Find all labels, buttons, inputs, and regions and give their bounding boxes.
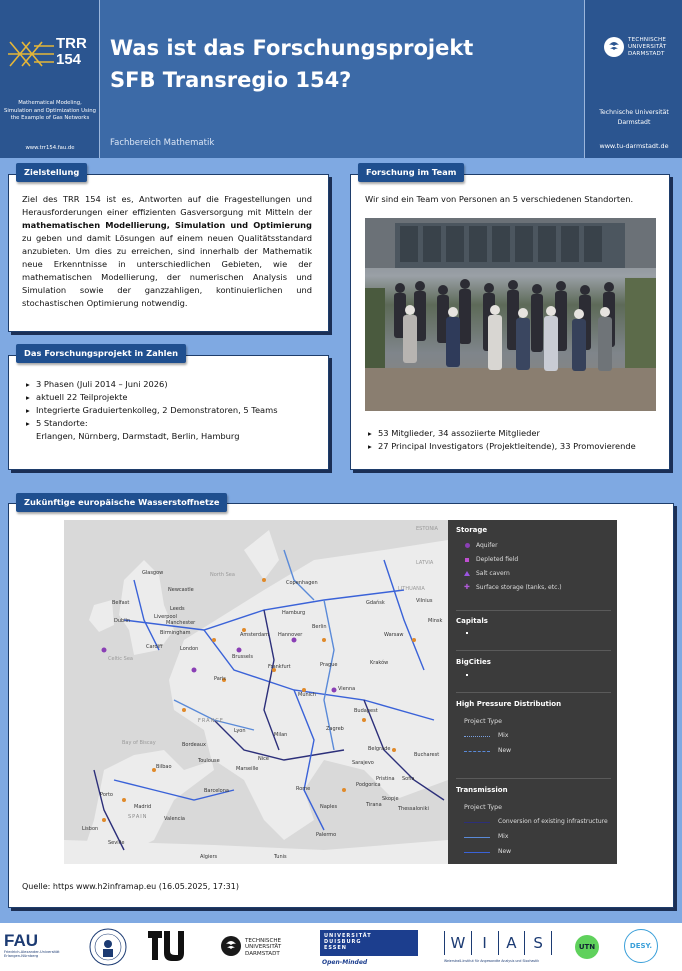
map-legend xyxy=(448,520,617,864)
zielstellung-text: Ziel des TRR 154 ist es, Antworten auf die Fragestellungen und Herausforderungen einer effizienten Gasversorgung mit Mitteln der mathematischen Modellierung, Simulation und Optimierung zu geben und damit Lösungen auf einem neuen Qualitätsstandard anzubieten. Um dies zu erreichen, sind innerhalb der Mathematik neue Erkenntnisse in unterschiedlichen Gebieten, wie der mathematischen Modellierung, der numerischen Analysis und Simulation sowie der ganzzahligen, kontinuierlichen und stochastischen Optimierung notwendig. xyxy=(22,194,312,308)
map-label-france: FRANCE xyxy=(198,718,224,724)
map-label-berlin: Berlin xyxy=(312,624,327,630)
capital-dot-icon xyxy=(466,632,468,634)
fau-logo xyxy=(4,932,64,964)
project-description: Mathematical Modeling, Simulation and Optimization Using the Example of Gas Networks xyxy=(4,100,96,121)
map-label-minsk: Minsk xyxy=(428,618,443,624)
legend-aquifer: Aquifer xyxy=(476,542,498,549)
map-label-palermo: Palermo xyxy=(316,832,337,838)
desy-logo-text: DESY. xyxy=(629,942,653,950)
tu-darmstadt-footer-logo xyxy=(220,935,290,961)
list-item: ▸ aktuell 22 Teilprojekte xyxy=(26,391,321,404)
legend-transmission-mix: Mix xyxy=(498,833,509,840)
aquifer-icon xyxy=(465,543,470,548)
depleted-field-icon xyxy=(465,558,469,562)
legend-transmission-conversion: Conversion of existing infrastructure xyxy=(498,818,608,825)
team-photo xyxy=(365,218,656,411)
map-label-hannover: Hannover xyxy=(278,632,303,638)
team-heading: Forschung im Team xyxy=(358,163,464,182)
utn-logo-text: UTN xyxy=(578,943,596,951)
wias-letter: W xyxy=(445,931,472,955)
team-intro: Wir sind ein Team von Personen an 5 verschiedenen Standorten. xyxy=(365,194,634,204)
map-label-lisbon: Lisbon xyxy=(82,826,99,832)
legend-storage-title: Storage xyxy=(456,526,488,534)
transmission-mix-line-icon xyxy=(464,837,490,838)
wias-letter: S xyxy=(525,931,552,955)
surface-storage-icon: ✚ xyxy=(464,583,470,591)
map-label-toulouse: Toulouse xyxy=(198,758,220,764)
map-label-belfast: Belfast xyxy=(112,600,130,606)
header xyxy=(0,0,682,158)
map-label-seville: Seville xyxy=(108,840,125,846)
list-item: ▸ 27 Principal Investigators (Projektleitende), 33 Promovierende xyxy=(368,440,664,453)
zielstellung-heading: Zielstellung xyxy=(16,163,87,182)
map-label-budapest: Budapest xyxy=(354,708,378,714)
hu-berlin-seal-icon xyxy=(88,927,128,967)
legend-divider xyxy=(456,692,611,693)
tu-darmstadt-logo-icon xyxy=(603,36,625,58)
zahlen-list xyxy=(26,378,321,443)
utn-logo xyxy=(575,935,599,959)
map-label-vilnius: Vilnius xyxy=(416,598,433,604)
map-label-latvia: LATVIA xyxy=(416,560,434,566)
map-source[interactable]: Quelle: https www.h2inframap.eu (16.05.2025, 17:31) xyxy=(22,882,239,891)
map-label-bucharest: Bucharest xyxy=(414,752,440,758)
map-label-frankfurt: Frankfurt xyxy=(268,664,291,670)
map-label-podgorica: Podgorica xyxy=(356,782,381,788)
tu-darmstadt-name: Technische Universität Darmstadt xyxy=(599,109,669,126)
map-label-nice: Nice xyxy=(258,756,269,762)
tu-darmstadt-footer-icon xyxy=(220,935,242,957)
map-label-pristina: Pristina xyxy=(376,776,395,782)
team-list xyxy=(368,427,664,453)
legend-transmission-project-type: Project Type xyxy=(464,804,503,811)
map-label-munich: Munich xyxy=(298,692,316,698)
legend-capitals-title: Capitals xyxy=(456,617,488,625)
map-label-liverpool: Liverpool xyxy=(154,614,177,620)
legend-surface-storage: Surface storage (tanks, etc.) xyxy=(476,584,562,591)
map-label-lithuania: LITHUANIA xyxy=(398,586,425,592)
legend-hpd-new: New xyxy=(498,747,512,754)
salt-cavern-icon xyxy=(464,571,470,576)
map-label-barcelona: Barcelona xyxy=(204,788,229,794)
map-label-brussels: Brussels xyxy=(232,654,253,660)
tu-darmstadt-url[interactable]: www.tu-darmstadt.de xyxy=(599,142,669,150)
ude-logo-box: UNIVERSITÄT DUISBURG ESSEN xyxy=(320,930,418,956)
map-label-tunis: Tunis xyxy=(274,854,287,860)
trr154-url[interactable]: www.trr154.fau.de xyxy=(25,145,75,151)
map-label-spain: SPAIN xyxy=(128,814,148,820)
map-label-algiers: Algiers xyxy=(200,854,218,860)
wias-letters xyxy=(444,931,552,955)
ude-tagline: Open-Minded xyxy=(322,959,368,966)
conversion-line-icon xyxy=(464,822,490,823)
bigcity-dot-icon xyxy=(466,674,468,676)
map-label-rome: Rome xyxy=(296,786,311,792)
map-label-naples: Naples xyxy=(320,804,338,810)
map-label-paris: Paris xyxy=(214,676,226,682)
map-label-warsaw: Warsaw xyxy=(384,632,404,638)
map-label-porto: Porto xyxy=(100,792,113,798)
transmission-new-line-icon xyxy=(464,852,490,853)
map-label-lyon: Lyon xyxy=(234,728,246,734)
legend-depleted-field: Depleted field xyxy=(476,556,519,563)
map-label-belgrade: Belgrade xyxy=(368,746,391,752)
map-label-manchester: Manchester xyxy=(166,620,196,626)
list-item: ▸ 3 Phasen (Juli 2014 – Juni 2026) xyxy=(26,378,321,391)
map-label-vienna: Vienna xyxy=(338,686,356,692)
map-label-thessaloniki: Thessaloniki xyxy=(398,806,429,812)
wias-subtext: Weierstraß-Institut für Angewandte Analysis und Stochastik xyxy=(444,959,540,963)
map-label-north-sea: North Sea xyxy=(210,572,235,578)
list-item: ▸ 53 Mitglieder, 34 assoziierte Mitglieder xyxy=(368,427,664,440)
map-label-sarajevo: Sarajevo xyxy=(352,760,374,766)
map-label-gdansk: Gdańsk xyxy=(366,600,385,606)
legend-hpd-mix: Mix xyxy=(498,732,509,739)
wias-logo xyxy=(444,931,552,967)
legend-divider xyxy=(456,778,611,779)
footer-logos xyxy=(0,923,682,971)
map-labels xyxy=(64,520,448,864)
map-label-leeds: Leeds xyxy=(170,606,185,612)
map-label-milan: Milan xyxy=(274,732,288,738)
desy-logo xyxy=(624,929,658,963)
map-label-bay-of-biscay: Bay of Biscay xyxy=(122,740,156,746)
legend-divider xyxy=(456,650,611,651)
map-label-bilbao: Bilbao xyxy=(156,764,172,770)
map-label-valencia: Valencia xyxy=(164,816,185,822)
map-label-madrid: Madrid xyxy=(134,804,152,810)
wias-letter: A xyxy=(499,931,526,955)
list-item: ▸ 5 Standorte: Erlangen, Nürnberg, Darmstadt, Berlin, Hamburg xyxy=(26,417,321,443)
map-label-cardiff: Cardiff xyxy=(146,644,163,650)
legend-transmission-title: Transmission xyxy=(456,786,508,794)
map-label-tirana: Tirana xyxy=(366,802,382,808)
trr154-logo-text: TRR 154 xyxy=(56,35,87,68)
map-label-dublin: Dublin xyxy=(114,618,131,624)
map-label-krakow: Kraków xyxy=(370,660,389,666)
map-label-hamburg: Hamburg xyxy=(282,610,306,616)
map-label-london: London xyxy=(180,646,199,652)
department-subtitle: Fachbereich Mathematik xyxy=(110,138,215,148)
ude-logo xyxy=(320,930,418,968)
tu-darmstadt-footer-text: TECHNISCHE UNIVERSITÄT DARMSTADT xyxy=(245,938,282,957)
wasserstoff-heading: Zukünftige europäische Wasserstoffnetze xyxy=(16,493,227,512)
legend-hpd-project-type: Project Type xyxy=(464,718,503,725)
map-label-skopje: Skopje xyxy=(382,796,399,802)
map-label-zagreb: Zagreb xyxy=(326,726,344,732)
map-label-prague: Prague xyxy=(320,662,338,668)
map-label-sofia: Sofia xyxy=(402,776,415,782)
map-label-marseille: Marseille xyxy=(236,766,259,772)
wias-letter: I xyxy=(472,931,499,955)
team-photo-illustration xyxy=(365,218,656,411)
map-label-newcastle: Newcastle xyxy=(168,587,194,593)
legend-divider xyxy=(456,610,611,611)
fau-logo-subtext: Friedrich-Alexander-Universität Erlangen-Nürnberg xyxy=(4,950,60,959)
header-title-area xyxy=(100,0,584,158)
standorte-list: Erlangen, Nürnberg, Darmstadt, Berlin, Hamburg xyxy=(36,431,240,441)
fau-logo-text: FAU xyxy=(4,931,38,950)
zahlen-heading: Das Forschungsprojekt in Zahlen xyxy=(16,344,186,363)
map-label-copenhagen: Copenhagen xyxy=(286,580,318,586)
page-title: Was ist das Forschungsprojekt SFB Transregio 154? xyxy=(110,36,474,92)
tu-berlin-logo-icon xyxy=(148,931,186,961)
map-label-bordeaux: Bordeaux xyxy=(182,742,206,748)
list-item: ▸ Integrierte Graduiertenkolleg, 2 Demonstratoren, 5 Teams xyxy=(26,404,321,417)
legend-hpd-title: High Pressure Distribution xyxy=(456,700,562,708)
hpd-mix-line-icon xyxy=(464,736,490,737)
map-label-birmingham: Birmingham xyxy=(160,630,191,636)
legend-transmission-new: New xyxy=(498,848,512,855)
header-left-panel xyxy=(0,0,100,158)
tu-darmstadt-logo-text: TECHNISCHE UNIVERSITÄT DARMSTADT xyxy=(628,37,667,57)
legend-salt-cavern: Salt cavern xyxy=(476,570,510,577)
map-label-estonia: ESTONIA xyxy=(416,526,438,532)
map-label-celtic-sea: Celtic Sea xyxy=(108,656,133,662)
legend-bigcities-title: BigCities xyxy=(456,658,491,666)
map-label-amsterdam: Amsterdam xyxy=(240,632,270,638)
hpd-new-line-icon xyxy=(464,751,490,752)
map-label-glasgow: Glasgow xyxy=(142,570,164,576)
header-right-panel xyxy=(584,0,682,158)
hydrogen-network-map[interactable] xyxy=(64,520,448,864)
